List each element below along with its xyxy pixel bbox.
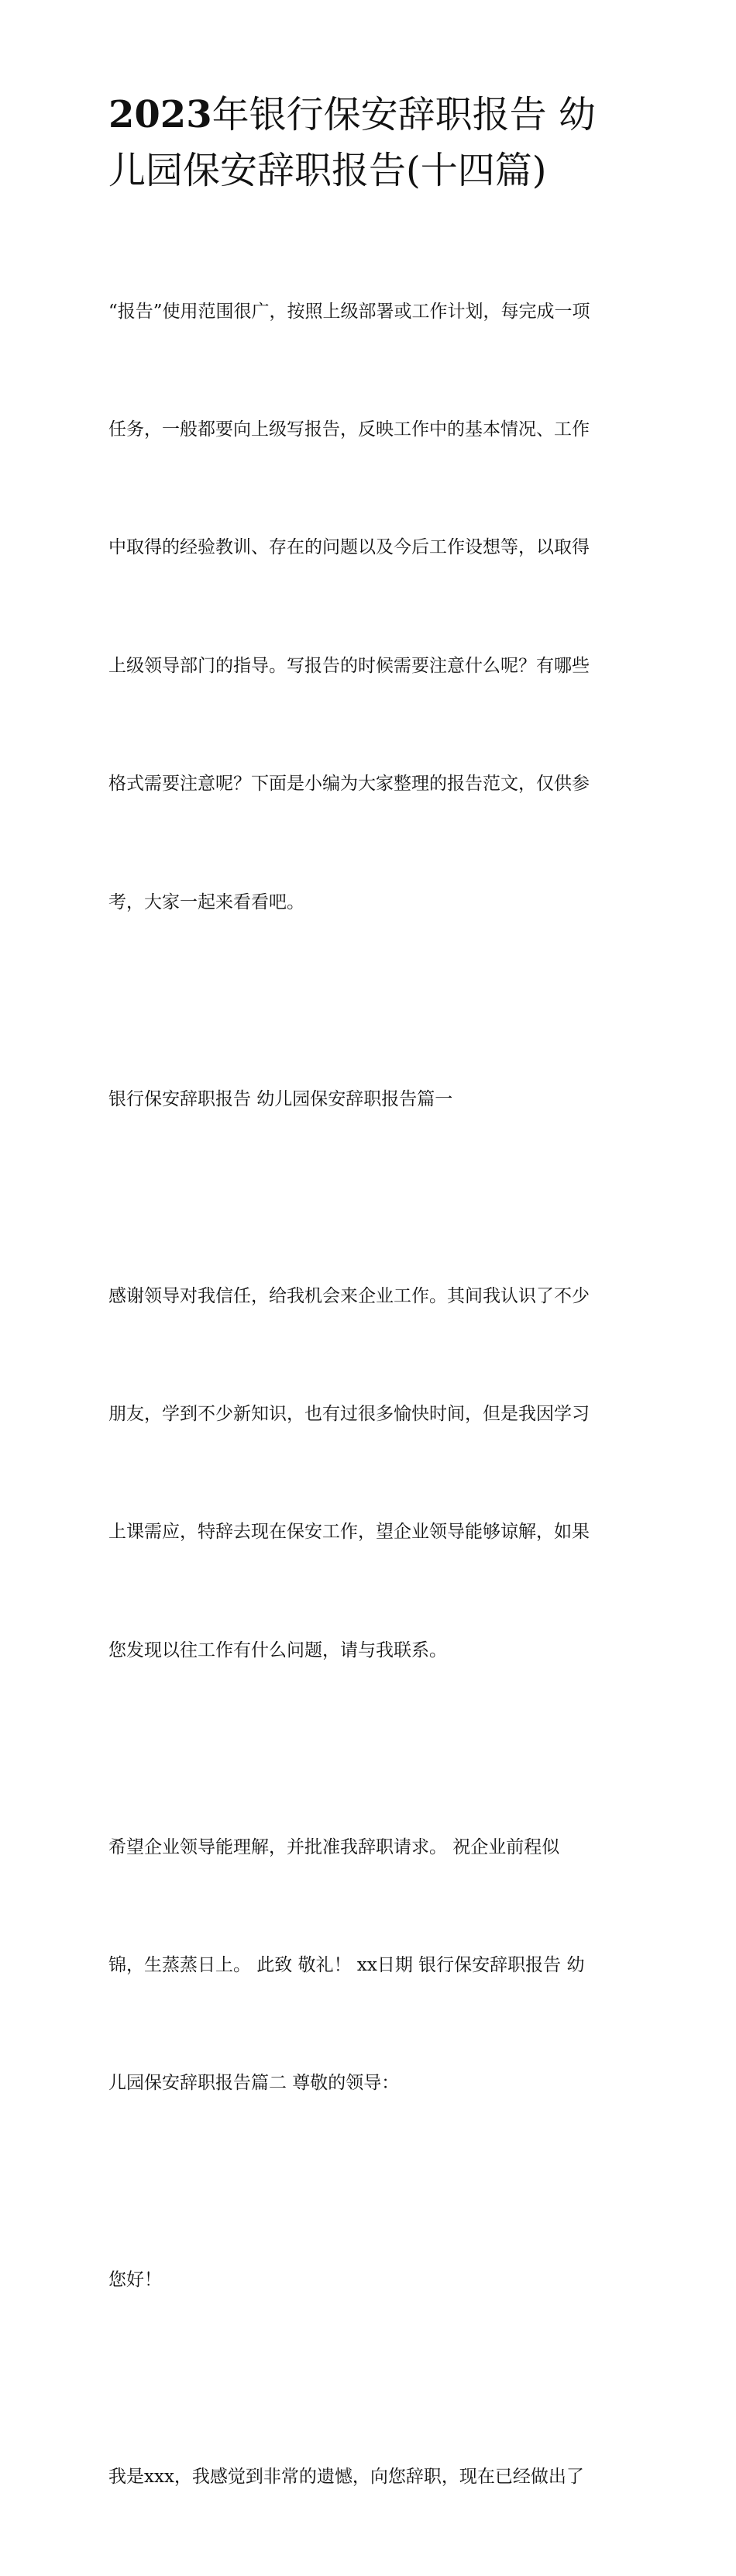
text-line: 上级领导部门的指导。写报告的时候需要注意什么呢？有哪些: [108, 655, 590, 676]
greeting-paragraph: [108, 2182, 631, 2379]
letter-two-paragraph: [108, 2379, 631, 2576]
text-line: 任务，一般都要向上级写报告，反映工作中的基本情况、工作: [108, 419, 590, 440]
text-line: “报告”使用范围很广，按照上级部署或工作计划，每完成一项: [108, 301, 590, 322]
intro-paragraph: [108, 213, 631, 1001]
text-line: 上课需应，特辞去现在保安工作，望企业领导能够谅解，如果: [108, 1522, 590, 1543]
text-line: 我是xxx，我感觉到非常的遗憾，向您辞职，现在已经做出了: [108, 2467, 584, 2488]
text-line: 儿园保安辞职报告篇二 尊敬的领导：: [108, 2073, 400, 2094]
title-line2-text: 儿园保安辞职报告(十四篇): [108, 149, 547, 192]
text-line: 朋友，学到不少新知识，也有过很多愉快时间，但是我因学习: [108, 1403, 590, 1424]
title-year: 2023: [108, 93, 212, 136]
text-line: 希望企业领导能理解，并批准我辞职请求。 祝企业前程似: [108, 1836, 560, 1857]
text-line: 银行保安辞职报告 幼儿园保安辞职报告篇一: [108, 1088, 453, 1109]
title-line1-text: 年银行保安辞职报告 幼: [212, 93, 596, 136]
text-line: 中取得的经验教训、存在的问题以及今后工作设想等，以取得: [108, 537, 590, 558]
document-body: [108, 213, 631, 2576]
text-line: 感谢领导对我信任，给我机会来企业工作。其间我认识了不少: [108, 1285, 590, 1306]
text-line: 考，大家一起来看看吧。: [108, 891, 304, 912]
text-line: 锦，生蒸蒸日上。 此致 敬礼！ xx日期 银行保安辞职报告 幼: [108, 1955, 585, 1976]
text-line: 格式需要注意呢？下面是小编为大家整理的报告范文，仅供参: [108, 774, 590, 795]
letter-one-closing-paragraph: [108, 1749, 631, 2182]
letter-one-paragraph: [108, 1198, 631, 1749]
document-title: [108, 87, 635, 198]
section-heading-one: [108, 1001, 631, 1198]
text-line: 您发现以往工作有什么问题，请与我联系。: [108, 1640, 447, 1660]
text-line: 您好！: [108, 2270, 162, 2291]
